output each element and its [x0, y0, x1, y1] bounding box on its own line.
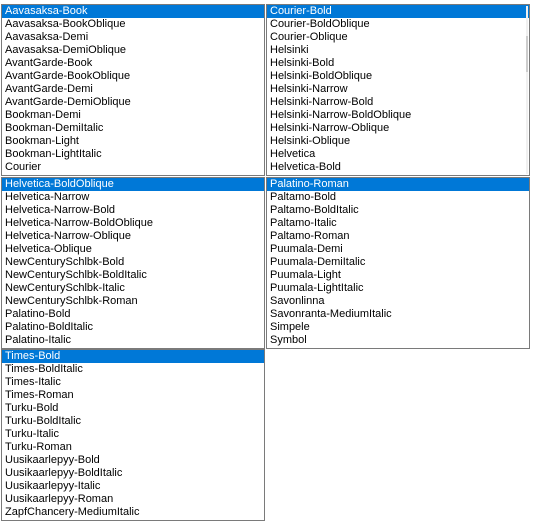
font-list-item[interactable]: Palatino-Roman	[267, 178, 529, 191]
font-list-item[interactable]: Helvetica-Oblique	[5, 243, 92, 255]
font-list-item[interactable]: Helsinki-Narrow-Bold	[270, 96, 374, 108]
font-list-item[interactable]: ZapfChancery-MediumItalic	[5, 506, 140, 518]
font-list-item[interactable]: Helsinki-Oblique	[270, 135, 351, 147]
font-list-item[interactable]: Helvetica-BoldOblique	[2, 178, 264, 191]
font-list-item[interactable]: Bookman-Demi	[5, 109, 81, 121]
font-list-item[interactable]: Bookman-Light	[5, 135, 79, 147]
font-list-item[interactable]: Uusikaarlepyy-Bold	[5, 454, 100, 466]
font-list-item[interactable]: Helvetica-Narrow-Oblique	[5, 230, 131, 242]
font-list-item[interactable]: Helvetica-Narrow-Bold	[5, 204, 116, 216]
font-list-item[interactable]: Helvetica-Narrow-BoldOblique	[5, 217, 153, 229]
font-list-item[interactable]: Turku-Italic	[5, 428, 59, 440]
font-list-item[interactable]: AvantGarde-BookOblique	[5, 70, 131, 82]
font-listbox-4[interactable]	[266, 177, 530, 349]
font-list-item[interactable]: Uusikaarlepyy-Roman	[5, 493, 114, 505]
font-list-item[interactable]: Bookman-LightItalic	[5, 148, 102, 160]
font-list-item[interactable]: Courier-Bold	[267, 5, 529, 18]
font-list-item[interactable]: Helsinki	[270, 44, 309, 56]
font-list-item[interactable]: Aavasaksa-BookOblique	[5, 18, 126, 30]
font-list-item[interactable]: Aavasaksa-DemiOblique	[5, 44, 127, 56]
font-list-item[interactable]: Courier	[5, 161, 42, 173]
font-list-item[interactable]: Courier-Oblique	[270, 31, 348, 43]
font-list-item[interactable]: Helsinki-Bold	[270, 57, 335, 69]
font-listbox-5[interactable]	[1, 349, 265, 521]
scrollbar-thumb[interactable]	[526, 36, 528, 72]
font-list-item[interactable]: Puumala-Light	[270, 269, 341, 281]
font-listbox-1[interactable]	[1, 4, 265, 176]
font-list-item[interactable]: Palatino-BoldItalic	[5, 321, 94, 333]
font-list-item[interactable]: Palatino-Bold	[5, 308, 71, 320]
font-list-item[interactable]: NewCenturySchlbk-Italic	[5, 282, 125, 294]
font-list-item[interactable]: Uusikaarlepyy-Italic	[5, 480, 101, 492]
vertical-scrollbar[interactable]	[526, 6, 528, 174]
font-list-item[interactable]: Courier-BoldOblique	[270, 18, 370, 30]
font-listbox-3[interactable]	[1, 177, 265, 349]
font-list-item[interactable]: Savonlinna	[270, 295, 325, 307]
font-list-item[interactable]: Turku-BoldItalic	[5, 415, 82, 427]
font-list-item[interactable]: Paltamo-Italic	[270, 217, 337, 229]
font-list-item[interactable]: Paltamo-BoldItalic	[270, 204, 359, 216]
font-list-item[interactable]: Aavasaksa-Book	[2, 5, 264, 18]
font-list-item[interactable]: NewCenturySchlbk-Bold	[5, 256, 125, 268]
font-list-item[interactable]: AvantGarde-DemiOblique	[5, 96, 131, 108]
font-listbox-2[interactable]	[266, 4, 530, 176]
font-list-item[interactable]: Palatino-Italic	[5, 334, 72, 346]
font-list-item[interactable]: Helsinki-Narrow-BoldOblique	[270, 109, 412, 121]
font-list-item[interactable]: Helvetica	[270, 148, 316, 160]
font-list-item[interactable]: Bookman-DemiItalic	[5, 122, 104, 134]
font-list-item[interactable]: Times-Roman	[5, 389, 74, 401]
font-list-item[interactable]: Uusikaarlepyy-BoldItalic	[5, 467, 123, 479]
font-list-item[interactable]: Helsinki-BoldOblique	[270, 70, 373, 82]
font-list-item[interactable]: Times-Italic	[5, 376, 61, 388]
font-list-item[interactable]: NewCenturySchlbk-BoldItalic	[5, 269, 147, 281]
font-list-item[interactable]: Helsinki-Narrow	[270, 83, 348, 95]
font-list-item[interactable]: Helvetica-Narrow	[5, 191, 90, 203]
font-list-item[interactable]: Helsinki-Narrow-Oblique	[270, 122, 390, 134]
font-list-item[interactable]: Turku-Roman	[5, 441, 72, 453]
font-list-item[interactable]: Puumala-LightItalic	[270, 282, 364, 294]
font-list-item[interactable]: AvantGarde-Book	[5, 57, 93, 69]
font-list-item[interactable]: Times-BoldItalic	[5, 363, 83, 375]
font-list-item[interactable]: Puumala-DemiItalic	[270, 256, 366, 268]
font-list-item[interactable]: Simpele	[270, 321, 310, 333]
font-list-item[interactable]: Paltamo-Bold	[270, 191, 337, 203]
font-list-item[interactable]: AvantGarde-Demi	[5, 83, 93, 95]
font-list-item[interactable]: Helvetica-Bold	[270, 161, 341, 173]
font-list-item[interactable]: Times-Bold	[2, 350, 264, 363]
font-list-item[interactable]: Aavasaksa-Demi	[5, 31, 89, 43]
font-list-item[interactable]: Paltamo-Roman	[270, 230, 350, 242]
font-list-item[interactable]: Turku-Bold	[5, 402, 59, 414]
font-list-item[interactable]: Puumala-Demi	[270, 243, 343, 255]
font-list-item[interactable]: Symbol	[270, 334, 307, 346]
font-list-item[interactable]: Savonranta-MediumItalic	[270, 308, 392, 320]
font-list-item[interactable]: NewCenturySchlbk-Roman	[5, 295, 138, 307]
